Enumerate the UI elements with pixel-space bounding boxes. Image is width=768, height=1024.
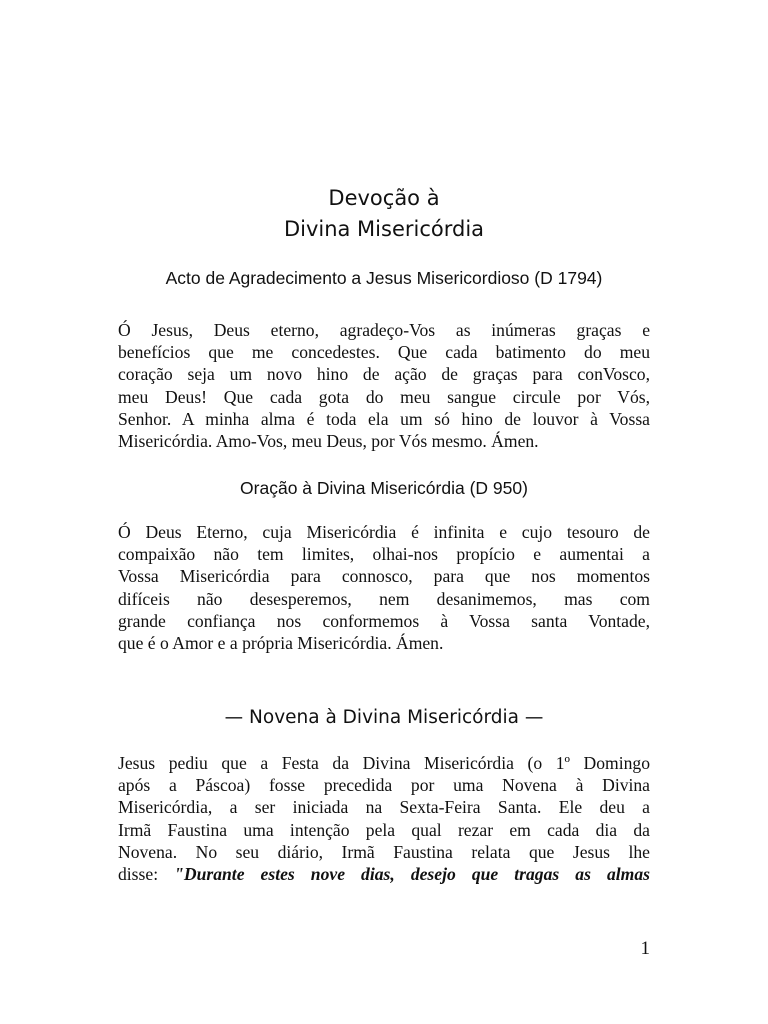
- text-line: Senhor. A minha alma é toda ela um só hino de louvor à Vossa: [118, 408, 650, 429]
- title-line-2: Divina Misericórdia: [283, 217, 485, 241]
- text-line: coração seja um novo hino de ação de graças para conVosco,: [118, 364, 650, 385]
- text-line: após a Páscoa) fosse precedida por uma Novena à Divina: [118, 775, 650, 796]
- section-heading-oracao: Oração à Divina Misericórdia (D 950): [240, 478, 528, 498]
- text-line: Misericórdia. Amo-Vos, meu Deus, por Vós mesmo. Ámen.: [118, 431, 539, 452]
- text-line: grande confiança nos conformemos à Vossa santa Vontade,: [118, 610, 650, 631]
- text-line: compaixão não tem limites, olhai-nos propício e aumentai a: [118, 544, 650, 565]
- text-line: que é o Amor e a própria Misericórdia. Ámen.: [118, 633, 444, 654]
- text-line: [118, 863, 650, 885]
- text-line: meu Deus! Que cada gota do meu sangue circule por Vós,: [118, 386, 650, 407]
- text-line: Misericórdia, a ser iniciada na Sexta-Feira Santa. Ele deu a: [118, 797, 650, 818]
- title-line-1: Devoção à: [328, 186, 440, 210]
- text-fragment: disse:: [118, 864, 175, 885]
- section-heading-agradecimento: Acto de Agradecimento a Jesus Misericordioso (D 1794): [165, 268, 603, 288]
- text-line: Irmã Faustina uma intenção pela qual rezar em cada dia da: [118, 819, 650, 840]
- text-line: Ó Deus Eterno, cuja Misericórdia é infinita e cujo tesouro de: [118, 522, 650, 542]
- paragraph-agradecimento: [118, 319, 650, 452]
- page-number: 1: [640, 938, 650, 959]
- text-line: Novena. No seu diário, Irmã Faustina relata que Jesus lhe: [118, 841, 650, 862]
- jesus-quote: "Durante estes nove dias, desejo que tragas as almas: [174, 864, 650, 885]
- paragraph-novena: [118, 752, 650, 885]
- text-line: Jesus pediu que a Festa da Divina Misericórdia (o 1º Domingo: [118, 753, 650, 773]
- document-title: [118, 183, 650, 245]
- text-line: Ó Jesus, Deus eterno, agradeço-Vos as inúmeras graças e: [118, 320, 650, 340]
- text-line: Vossa Misericórdia para connosco, para que nos momentos: [118, 566, 650, 587]
- text-line: difíceis não desesperemos, nem desanimemos, mas com: [118, 588, 650, 609]
- paragraph-oracao: [118, 521, 650, 654]
- section-heading-novena: — Novena à Divina Misericórdia —: [224, 707, 544, 728]
- text-line: benefícios que me concedestes. Que cada batimento do meu: [118, 342, 650, 363]
